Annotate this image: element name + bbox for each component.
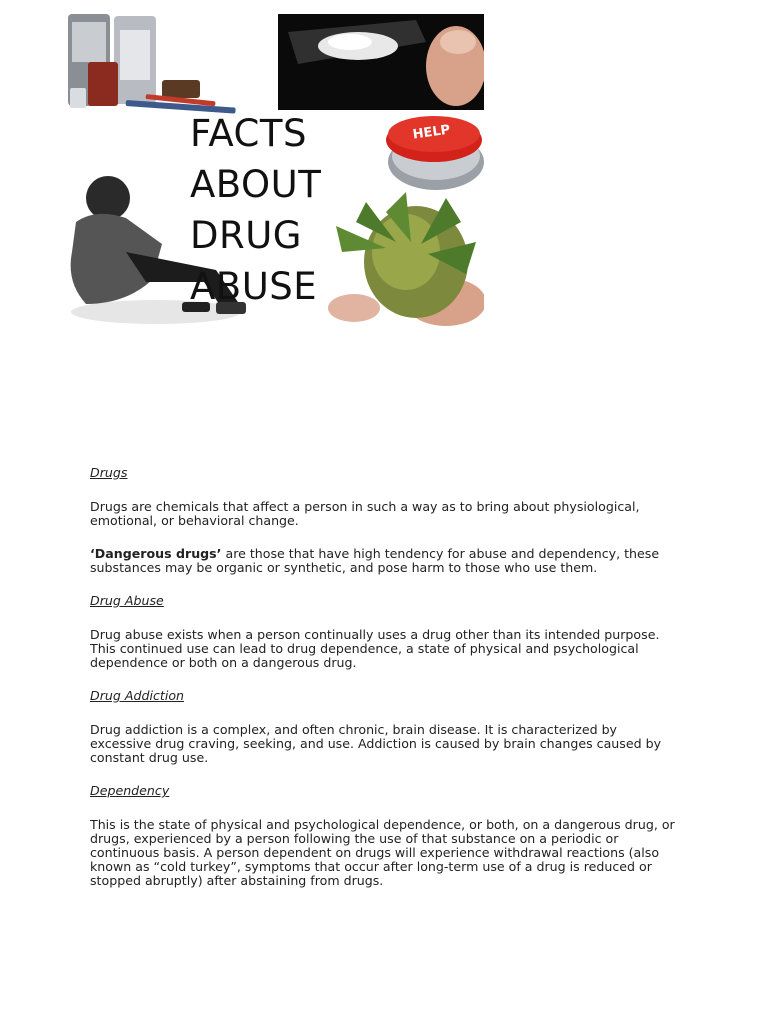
- dependency-heading: Dependency: [90, 783, 170, 798]
- drug-abuse-heading: Drug Abuse: [90, 593, 164, 608]
- solvent-cans-icon: [68, 14, 236, 114]
- cannabis-plant-icon: [328, 192, 484, 326]
- help-label: HELP: [411, 122, 452, 143]
- banner-title-line: FACTS: [190, 112, 307, 155]
- banner-title-line: ABOUT: [190, 163, 322, 206]
- banner-title-line: ABUSE: [190, 265, 318, 308]
- document-body: [90, 466, 680, 907]
- dangerous-drugs-paragraph: [90, 547, 680, 575]
- banner-title: [190, 108, 321, 312]
- drugs-paragraph: Drugs are chemicals that affect a person in such a way as to bring about physiological, emotional, or behavioral change.: [90, 499, 640, 528]
- powder-bag-icon: [278, 14, 484, 110]
- dangerous-drugs-term: ‘Dangerous drugs’: [90, 546, 222, 561]
- banner-title-line: DRUG: [190, 214, 302, 257]
- help-button-icon: [386, 116, 484, 190]
- dangerous-drugs-text: are those that have high tendency for abuse and dependency, these substances may be organic or synthetic, and pose harm to those who use them.: [90, 546, 660, 575]
- drug-abuse-paragraph: Drug abuse exists when a person continually uses a drug other than its intended purpose. This continued use can lead to drug dependence, a state of physical and psychological dependence or both on a dangerous drug.: [90, 627, 660, 670]
- dependency-paragraph: This is the state of physical and psychological dependence, or both, on a dangerous drug, or drugs, experienced by a person following the use of that substance on a periodic or continuous basis. A person dependent on drugs will experience withdrawal reactions (also known as “cold turkey”, symptoms that occur after long-term use of a drug is reduced or stopped abruptly) after abstaining from drugs.: [90, 817, 675, 888]
- drugs-heading: Drugs: [90, 465, 128, 480]
- facts-banner-image: [66, 12, 484, 328]
- drug-addiction-heading: Drug Addiction: [90, 688, 185, 703]
- drug-addiction-paragraph: Drug addiction is a complex, and often chronic, brain disease. It is characterized by excessive drug craving, seeking, and use. Addiction is caused by brain changes caused by constant drug use.: [90, 722, 662, 765]
